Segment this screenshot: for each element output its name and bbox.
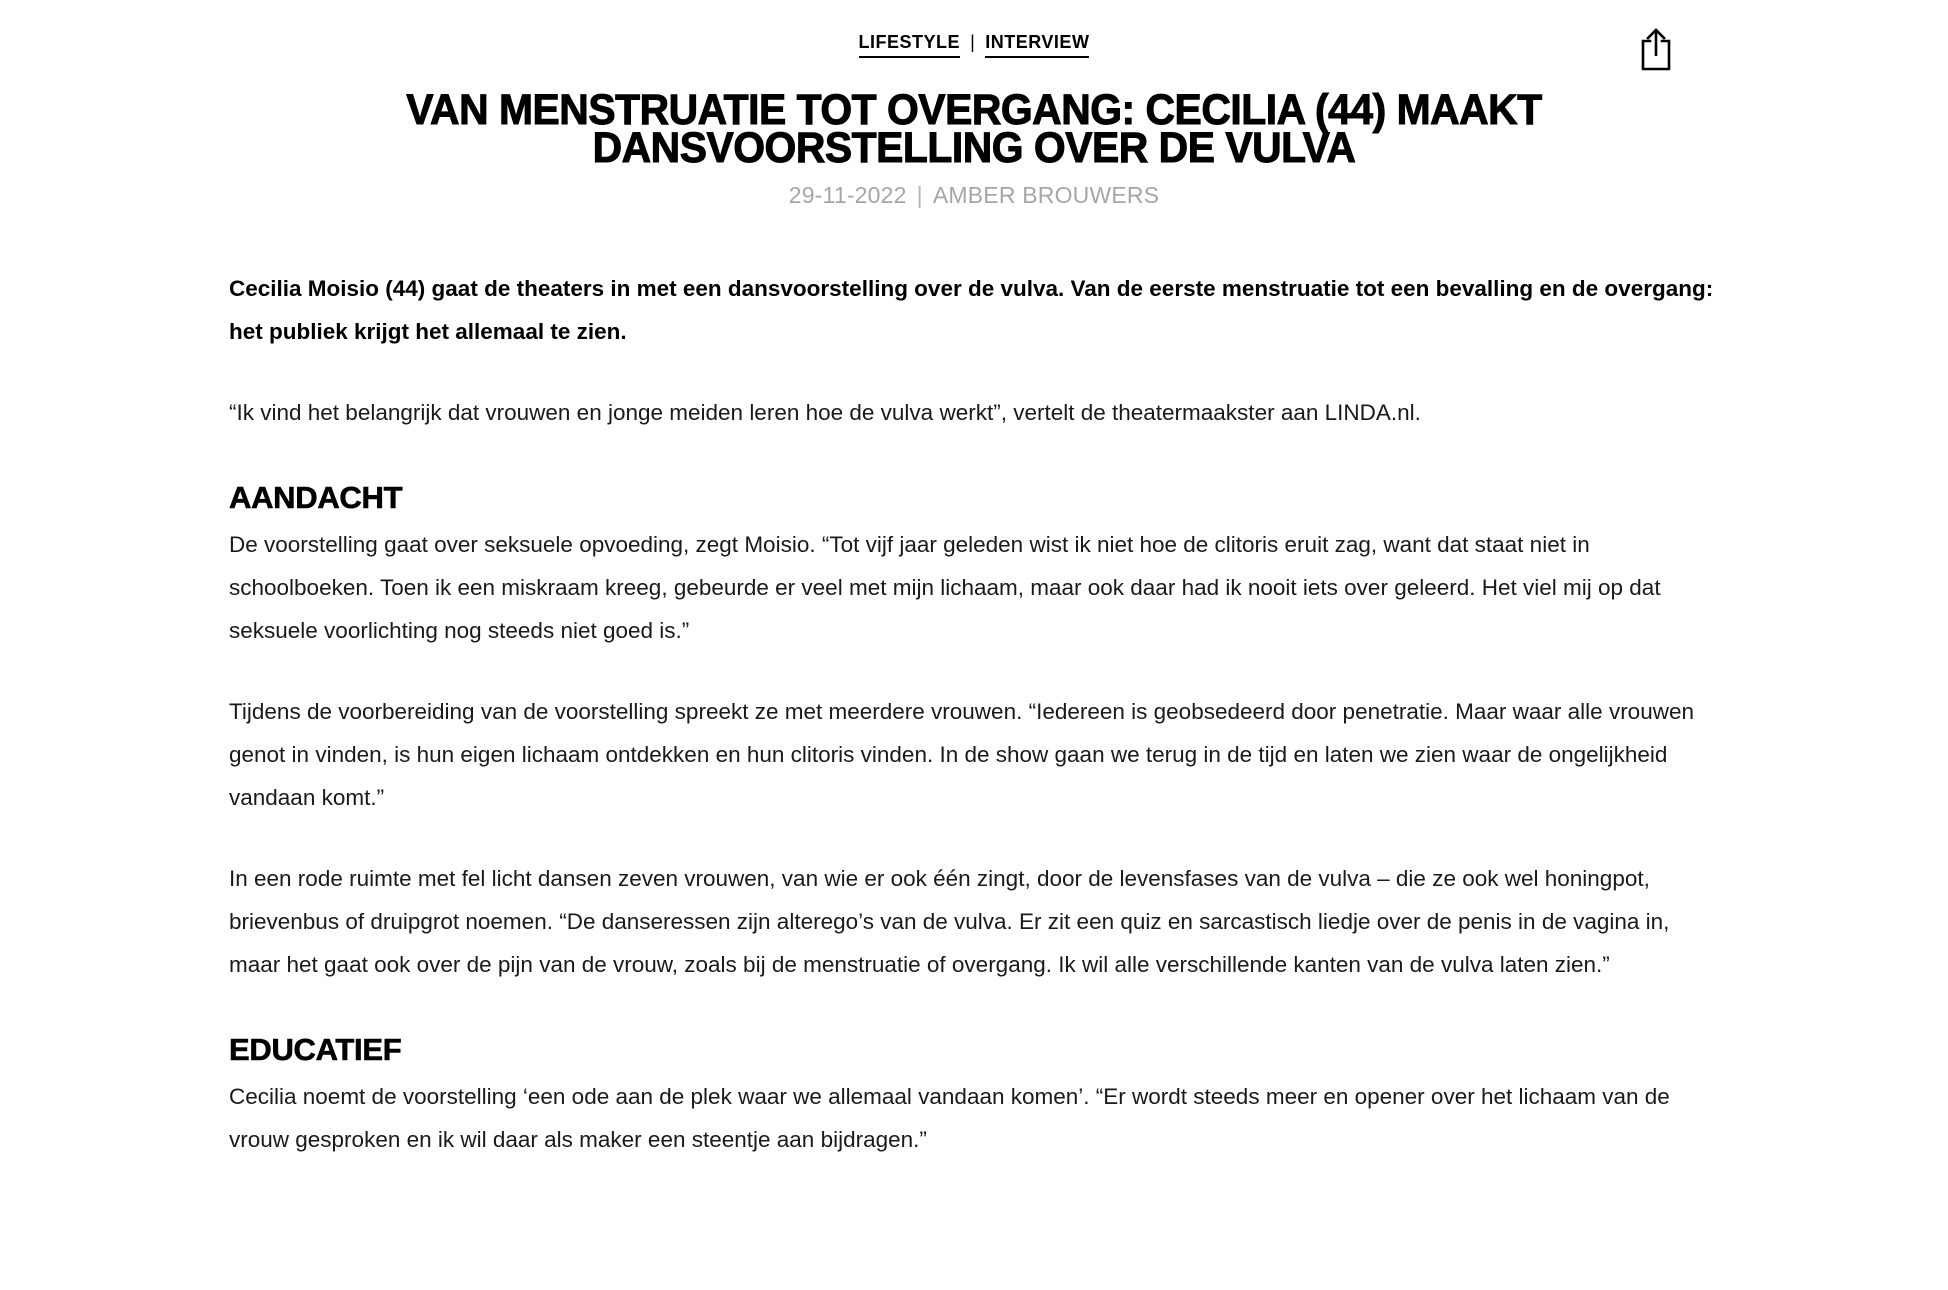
page-title (214, 86, 1734, 172)
page-title-line-1: VAN MENSTRUATIE TOT OVERGANG: CECILIA (44) MAAKT (406, 86, 1542, 134)
publish-date: 29-11-2022 (788, 181, 907, 208)
paragraph: De voorstelling gaat over seksuele opvoeding, zegt Moisio. “Tot vijf jaar geleden wist ik niet hoe de clitoris eruit zag, want dat staat niet in schoolboeken. Toen ik een miskraam kreeg, gebeurde er veel met mijn lichaam, maar ook daar had ik nooit iets over geleerd. Het viel mij op dat seksuele voorlichting nog steeds niet goed is.” (229, 531, 1661, 643)
share-icon (1636, 62, 1676, 77)
article-meta (0, 182, 1948, 209)
paragraph: Tijdens de voorbereiding van de voorstelling spreekt ze met meerdere vrouwen. “Iedereen is geobsedeerd door penetratie. Maar waar alle vrouwen genot in vinden, is hun eigen lichaam ontdekken en hun clitoris vinden. In de show gaan we terug in de tijd en laten we zien waar de ongelijkheid vandaan komt.” (229, 698, 1694, 810)
category-link-lifestyle[interactable]: LIFESTYLE (859, 32, 961, 58)
article-body (229, 267, 1719, 1161)
lead-quote-paragraph: “Ik vind het belangrijk dat vrouwen en jonge meiden leren hoe de vulva werkt”, vertelt de theatermaakster aan LINDA.nl. (229, 399, 1421, 425)
section-heading-aandacht: AANDACHT (229, 479, 403, 515)
meta-separator: | (916, 181, 923, 208)
top-bar (0, 0, 1948, 58)
author-name: AMBER BROUWERS (932, 181, 1160, 208)
page-title-line-2: DANSVOORSTELLING OVER DE VULVA (592, 123, 1356, 172)
section-heading-educatief: EDUCATIEF (229, 1031, 402, 1067)
intro-paragraph: Cecilia Moisio (44) gaat de theaters in met een dansvoorstelling over de vulva. Van de eerste menstruatie tot een bevalling en de overgang: het publiek krijgt het allemaal te zien. (229, 275, 1714, 344)
paragraph: Cecilia noemt de voorstelling ‘een ode aan de plek waar we allemaal vandaan komen’. “Er wordt steeds meer en opener over het lichaam van de vrouw gesproken en ik wil daar als maker een steentje aan bijdragen.” (229, 1083, 1670, 1152)
breadcrumb (859, 32, 1090, 58)
category-link-interview[interactable]: INTERVIEW (985, 32, 1089, 58)
share-button[interactable] (1636, 26, 1676, 74)
paragraph: In een rode ruimte met fel licht dansen zeven vrouwen, van wie er ook één zingt, door de levensfases van de vulva – die ze ook wel honingpot, brievenbus of druipgrot noemen. “De danseressen zijn alterego’s van de vulva. Er zit een quiz en sarcastisch liedje over de penis in de vagina in, maar het gaat ook over de pijn van de vrouw, zoals bij de menstruatie of overgang. Ik wil alle verschillende kanten van de vulva laten zien.” (229, 865, 1670, 977)
category-separator: | (970, 32, 976, 52)
